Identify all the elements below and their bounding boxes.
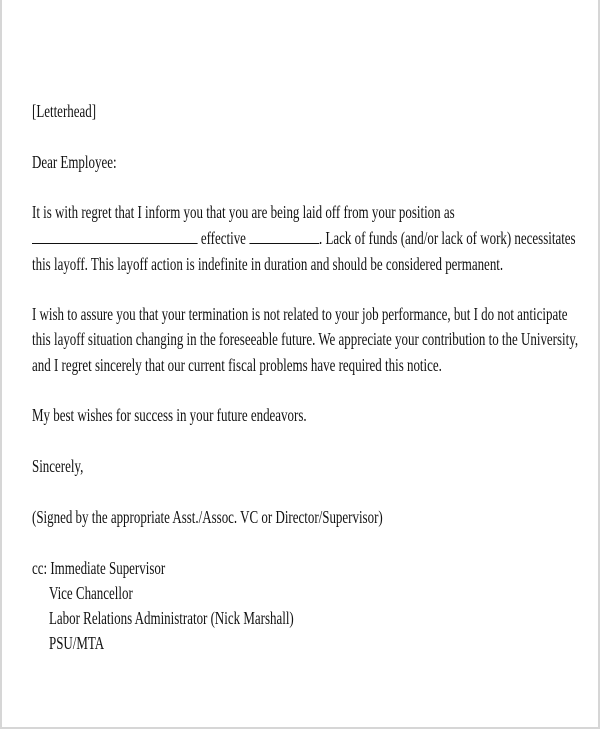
- para1-line3: this layoff. This layoff action is indefinite in duration and should be considered permanent.: [32, 254, 504, 274]
- closing: Sincerely,: [32, 456, 84, 476]
- letterhead: [Letterhead]: [32, 101, 97, 121]
- para2-line1: I wish to assure you that your termination is not related to your job performance, but I do not anticipate: [32, 304, 568, 324]
- cc-recipient: Labor Relations Administrator (Nick Marshall): [49, 608, 294, 628]
- cc-line: cc: Immediate Supervisor: [32, 558, 166, 578]
- date-blank: [249, 226, 319, 244]
- position-blank: [32, 226, 198, 244]
- cc-recipient: PSU/MTA: [49, 633, 105, 653]
- para2-line2: this layoff situation changing in the foreseeable future. We appreciate your contribution to the University,: [32, 329, 579, 349]
- para1-line1: It is with regret that I inform you that you are being laid off from your position as: [32, 202, 455, 222]
- para1-line2: [32, 226, 576, 250]
- effective-label: effective: [197, 228, 250, 248]
- salutation: Dear Employee:: [32, 152, 117, 172]
- signature-line: (Signed by the appropriate Asst./Assoc. VC or Director/Supervisor): [32, 507, 383, 527]
- para2-line3: and I regret sincerely that our current fiscal problems have required this notice.: [32, 355, 442, 375]
- para1-line2-rest: . Lack of funds (and/or lack of work) necessitates: [319, 228, 576, 248]
- best-wishes: My best wishes for success in your future endeavors.: [32, 405, 307, 425]
- cc-recipient: Vice Chancellor: [49, 583, 133, 603]
